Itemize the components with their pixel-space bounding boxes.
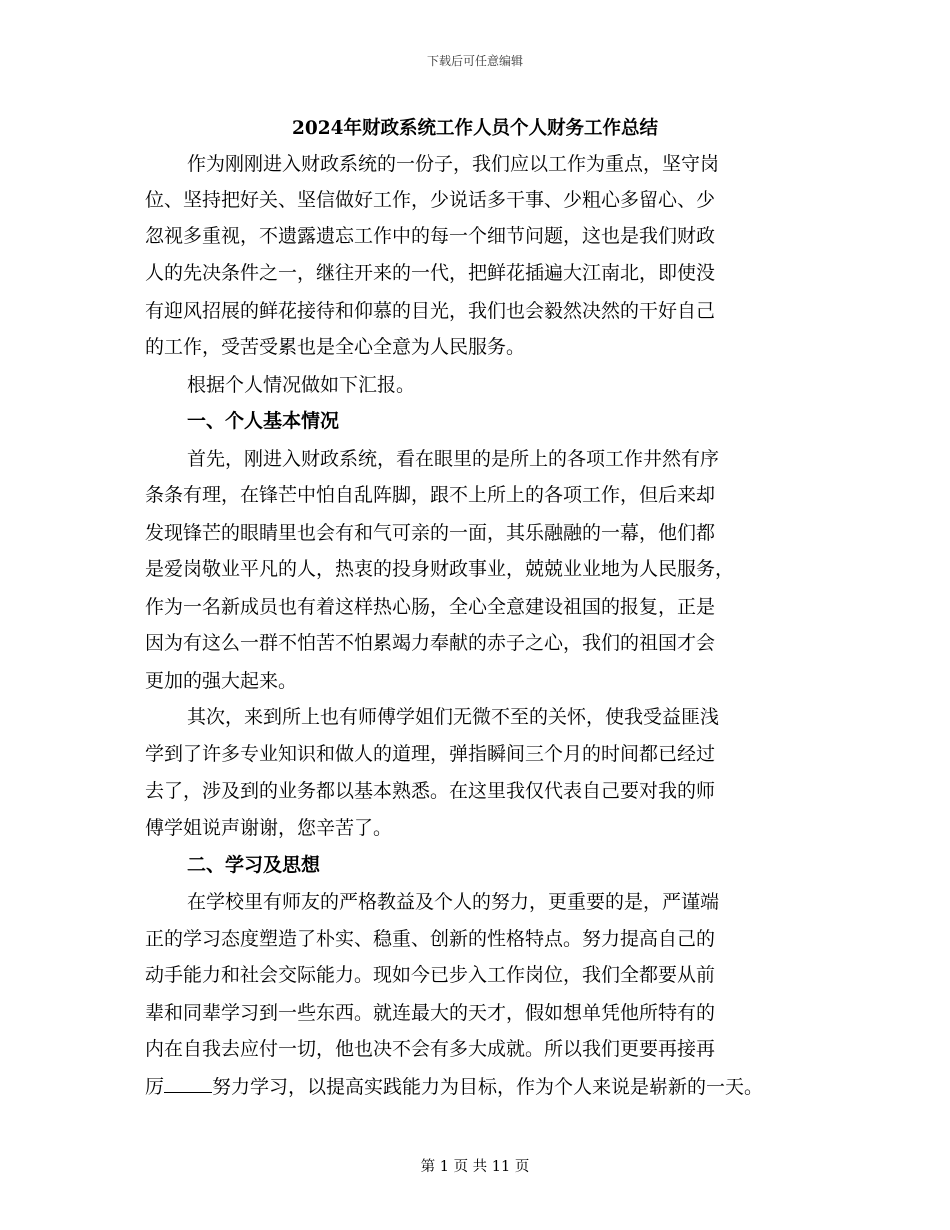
paragraph-line: 条条有理，在锋芒中怕自乱阵脚，跟不上所上的各项工作，但后来却 <box>145 484 716 506</box>
paragraph-line: 忽视多重视，不遗露遗忘工作中的每一个细节问题，这也是我们财政 <box>145 225 716 247</box>
paragraph-line: 去了，涉及到的业务都以基本熟悉。在这里我仅代表自己要对我的师 <box>145 780 716 802</box>
document-title: 2024年财政系统工作人员个人财务工作总结 <box>292 118 658 139</box>
paragraph-line: 作为一名新成员也有着这样热心肠，全心全意建设祖国的报复，正是 <box>145 596 716 618</box>
page-number: 第 1 页 共 11 页 <box>420 1159 530 1175</box>
paragraph-line: 正的学习态度塑造了朴实、稳重、创新的性格特点。努力提高自己的 <box>145 928 716 950</box>
fill-in-blank <box>164 1074 212 1093</box>
paragraph-line: 更加的强大起来。 <box>145 670 298 692</box>
last-line-end: 努力学习，以提高实践能力为目标，作为个人来说是崭新的一天。 <box>212 1076 764 1098</box>
last-line-start: 厉 <box>145 1076 165 1098</box>
paragraph-line: 有迎风招展的鲜花接待和仰慕的目光，我们也会毅然决然的干好自己 <box>145 300 716 322</box>
paragraph-line: 因为有这么一群不怕苦不怕累竭力奉献的赤子之心，我们的祖国才会 <box>145 632 716 654</box>
page-header-note: 下载后可任意编辑 <box>426 54 523 68</box>
paragraph-line-last <box>145 1074 763 1100</box>
paragraph-line: 首先，刚进入财政系统，看在眼里的是所上的各项工作井然有序 <box>187 448 720 470</box>
paragraph-line: 学到了许多专业知识和做人的道理，弹指瞬间三个月的时间都已经过 <box>145 743 716 765</box>
paragraph-line: 在学校里有师友的严格教益及个人的努力，更重要的是，严谨端 <box>187 891 720 913</box>
paragraph-line: 内在自我去应付一切，他也决不会有多大成就。所以我们更要再接再 <box>145 1038 716 1060</box>
paragraph-line: 其次，来到所上也有师傅学姐们无微不至的关怀，使我受益匪浅 <box>187 706 720 728</box>
paragraph-line: 辈和同辈学习到一些东西。就连最大的天才，假如想单凭他所特有的 <box>145 1002 716 1024</box>
paragraph-line: 人的先决条件之一，继往开来的一代，把鲜花插遍大江南北，即使没 <box>145 262 716 284</box>
paragraph-line: 的工作，受苦受累也是全心全意为人民服务。 <box>145 336 526 358</box>
paragraph-line: 动手能力和社会交际能力。现如今已步入工作岗位，我们全都要从前 <box>145 964 716 986</box>
section-heading: 一、个人基本情况 <box>187 410 340 432</box>
paragraph-line: 根据个人情况做如下汇报。 <box>187 374 416 396</box>
paragraph-line: 作为刚刚进入财政系统的一份子，我们应以工作为重点，坚守岗 <box>187 153 720 175</box>
paragraph-line: 是爱岗敬业平凡的人，热衷的投身财政事业，兢兢业业地为人民服务， <box>145 558 735 580</box>
paragraph-line: 发现锋芒的眼睛里也会有和气可亲的一面，其乐融融的一幕，他们都 <box>145 522 716 544</box>
paragraph-line: 傅学姐说声谢谢，您辛苦了。 <box>145 817 393 839</box>
paragraph-line: 位、坚持把好关、坚信做好工作，少说话多干事、少粗心多留心、少 <box>145 189 716 211</box>
section-heading: 二、学习及思想 <box>187 854 321 876</box>
